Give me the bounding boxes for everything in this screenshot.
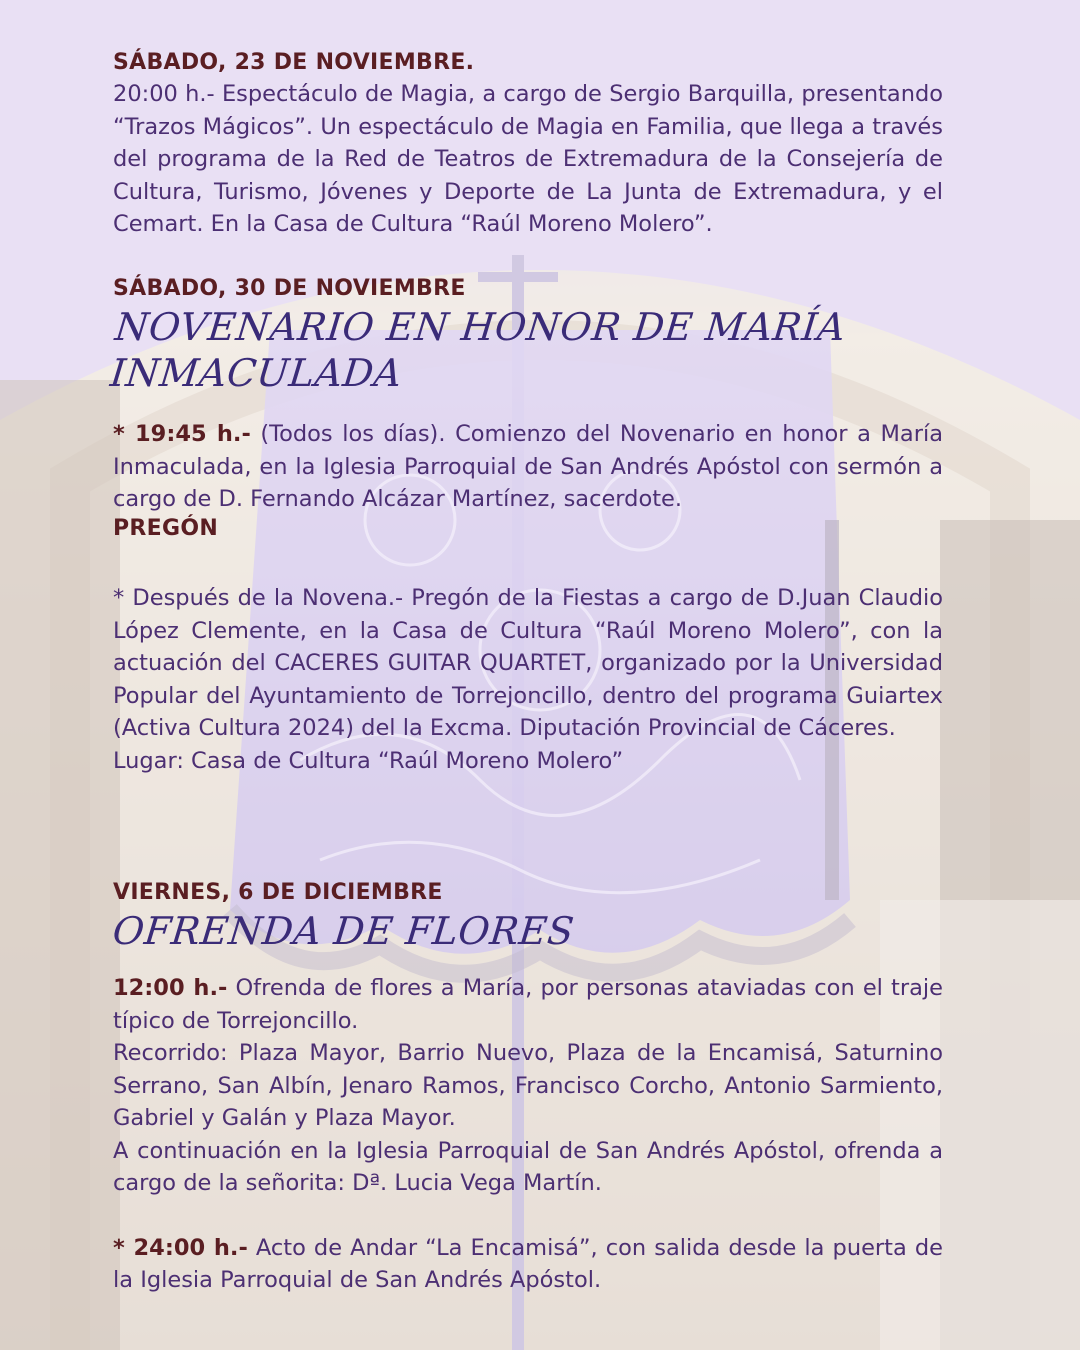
event-description: Ofrenda de flores a María, por personas ataviadas con el traje típico de Torrejoncillo.: [113, 975, 943, 1034]
place-text: Lugar: Casa de Cultura “Raúl Moreno Molero”: [113, 747, 624, 774]
time-label: * 19:45 h.-: [113, 421, 251, 447]
event-description: (Todos los días). Comienzo del Novenario en honor a María Inmaculada, en la Iglesia Parroquial de San Andrés Apóstol con sermón a cargo de D. Fernando Alcázar Martínez, sacerdote.: [113, 421, 943, 512]
section-heading: SÁBADO, 23 DE NOVIEMBRE.: [113, 50, 475, 75]
section-sabado-23: [113, 48, 943, 241]
script-title: NOVENARIO EN HONOR DE MARÍA INMACULADA: [108, 305, 848, 395]
section-heading: VIERNES, 6 DE DICIEMBRE: [113, 880, 443, 905]
section-text: * Después de la Novena.- Pregón de la Fiestas a cargo de D.Juan Claudio López Clemente, en la Casa de Cultura “Raúl Moreno Molero”, con la actuación del CACERES GUITAR QUARTET, organizado por la Universidad Popular del Ayuntamiento de Torrejoncillo, dentro del programa Guiartex (Activa Cultura 2024) del la Excma. Diputación Provincial de Cáceres.: [113, 585, 943, 741]
script-title: OFRENDA DE FLORES: [110, 909, 577, 953]
time-label: * 24:00 h.-: [113, 1234, 248, 1261]
route-text: Recorrido: Plaza Mayor, Barrio Nuevo, Plaza de la Encamisá, Saturnino Serrano, San Albín, Jenaro Ramos, Francisco Corcho, Antonio Sarmiento, Gabriel y Galán y Plaza Mayor.: [113, 1040, 943, 1131]
event-description: Acto de Andar “La Encamisá”, con salida desde la puerta de la Iglesia Parroquial de San Andrés Apóstol.: [113, 1234, 943, 1293]
section-sabado-30: [108, 274, 943, 516]
section-text: [113, 418, 943, 516]
time-label: 12:00 h.-: [113, 975, 228, 1001]
section-pregon: [113, 514, 943, 777]
section-text: 20:00 h.- Espectáculo de Magia, a cargo de Sergio Barquilla, presentando “Trazos Mágicos”. Un espectáculo de Magia en Familia, que llega a través del programa de la Red de Teatros de Extremadura de la Consejería de Cultura, Turismo, Jóvenes y Deporte de La Junta de Extremadura, y el Cemart. En la Casa de Cultura “Raúl Moreno Molero”.: [113, 81, 943, 237]
continuation-text: A continuación en la Iglesia Parroquial de San Andrés Apóstol, ofrenda a cargo de la señorita: Dª. Lucia Vega Martín.: [113, 1137, 943, 1196]
section-heading: SÁBADO, 30 DE NOVIEMBRE: [113, 276, 466, 301]
section-text: [113, 1232, 943, 1297]
section-heading: PREGÓN: [113, 516, 219, 541]
section-viernes-6: [110, 878, 943, 1297]
section-text: [113, 972, 943, 1037]
